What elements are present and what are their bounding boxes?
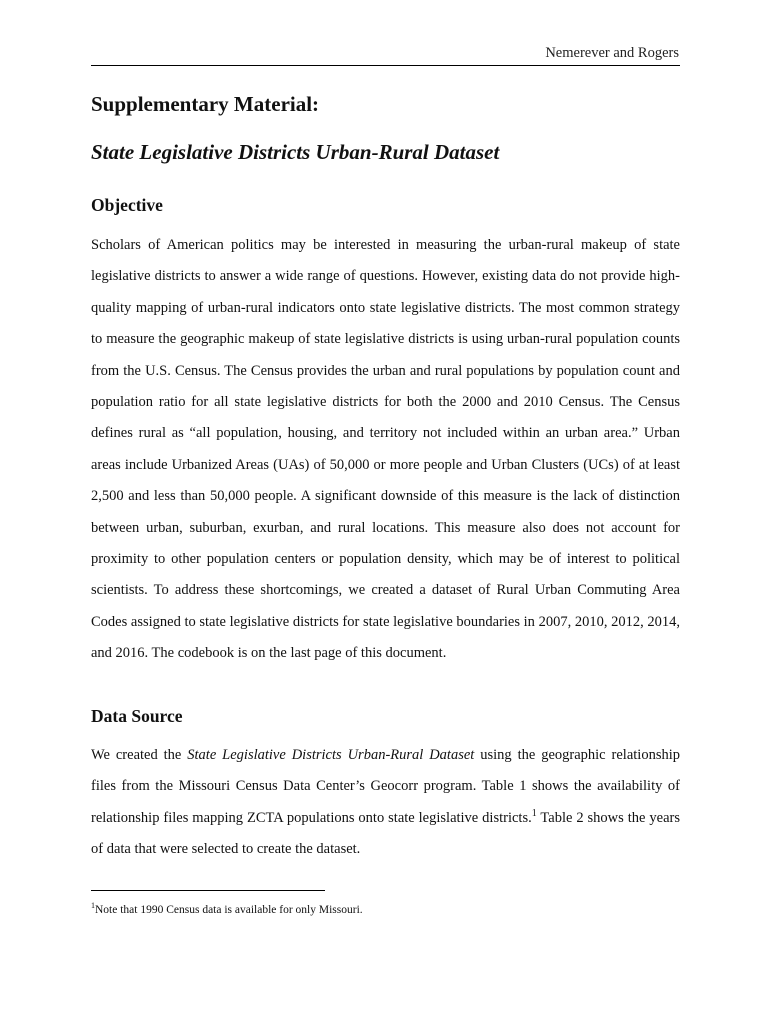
- data-source-text-before: We created the: [91, 746, 188, 763]
- page-content: [91, 90, 680, 865]
- footnote-marker[interactable]: 1: [531, 807, 537, 819]
- header-rule: [91, 65, 680, 66]
- data-source-paragraph: [91, 740, 680, 866]
- section-heading-data-source: Data Source: [91, 705, 183, 726]
- objective-paragraph: Scholars of American politics may be interested in measuring the urban-rural makeup of state legislative districts to answer a wide range of questions. However, existing data do not provide high-quality mapping of urban-rural indicators onto state legislative districts. The most common strategy to measure the geographic makeup of state legislative districts is using urban-rural population counts from the U.S. Census. The Census provides the urban and rural populations by population count and population ratio for all state legislative districts for both the 2000 and 2010 Census. The Census defines rural as “all population, housing, and territory not included within an urban area.” Urban areas include Urbanized Areas (UAs) of 50,000 or more people and Urban Clusters (UCs) of at least 2,500 and less than 50,000 people. A significant downside of this measure is the lack of distinction between urban, suburban, exurban, and rural locations. This measure also does not account for proximity to other population centers or population density, which may be of interest to political scientists. To address these shortcomings, we created a dataset of Rural Urban Commuting Area Codes assigned to state legislative districts for state legislative boundaries in 2007, 2010, 2012, 2014, and 2016. The codebook is on the last page of this document.: [91, 237, 680, 662]
- running-header-authors: Nemerever and Rogers: [545, 45, 679, 61]
- page-subtitle: State Legislative Districts Urban-Rural Dataset: [91, 140, 500, 164]
- footnote-rule: [91, 890, 325, 891]
- section-heading-objective: Objective: [91, 195, 163, 215]
- page-title: Supplementary Material:: [91, 92, 320, 116]
- footnote-text: Note that 1990 Census data is available for only Missouri.: [95, 904, 363, 916]
- data-source-text-after: Table 2 shows the years of data that were selected to create the dataset.: [91, 809, 680, 857]
- dataset-name: State Legislative Districts Urban-Rural Dataset: [187, 746, 475, 763]
- data-source-text-middle: using the geographic relationship files from the Missouri Census Data Center’s Geocorr program. Table 1 shows the availability of relationship files mapping ZCTA populations onto state legislative districts.: [91, 746, 680, 826]
- footnote: [91, 903, 680, 918]
- footnote-number: 1: [91, 901, 95, 911]
